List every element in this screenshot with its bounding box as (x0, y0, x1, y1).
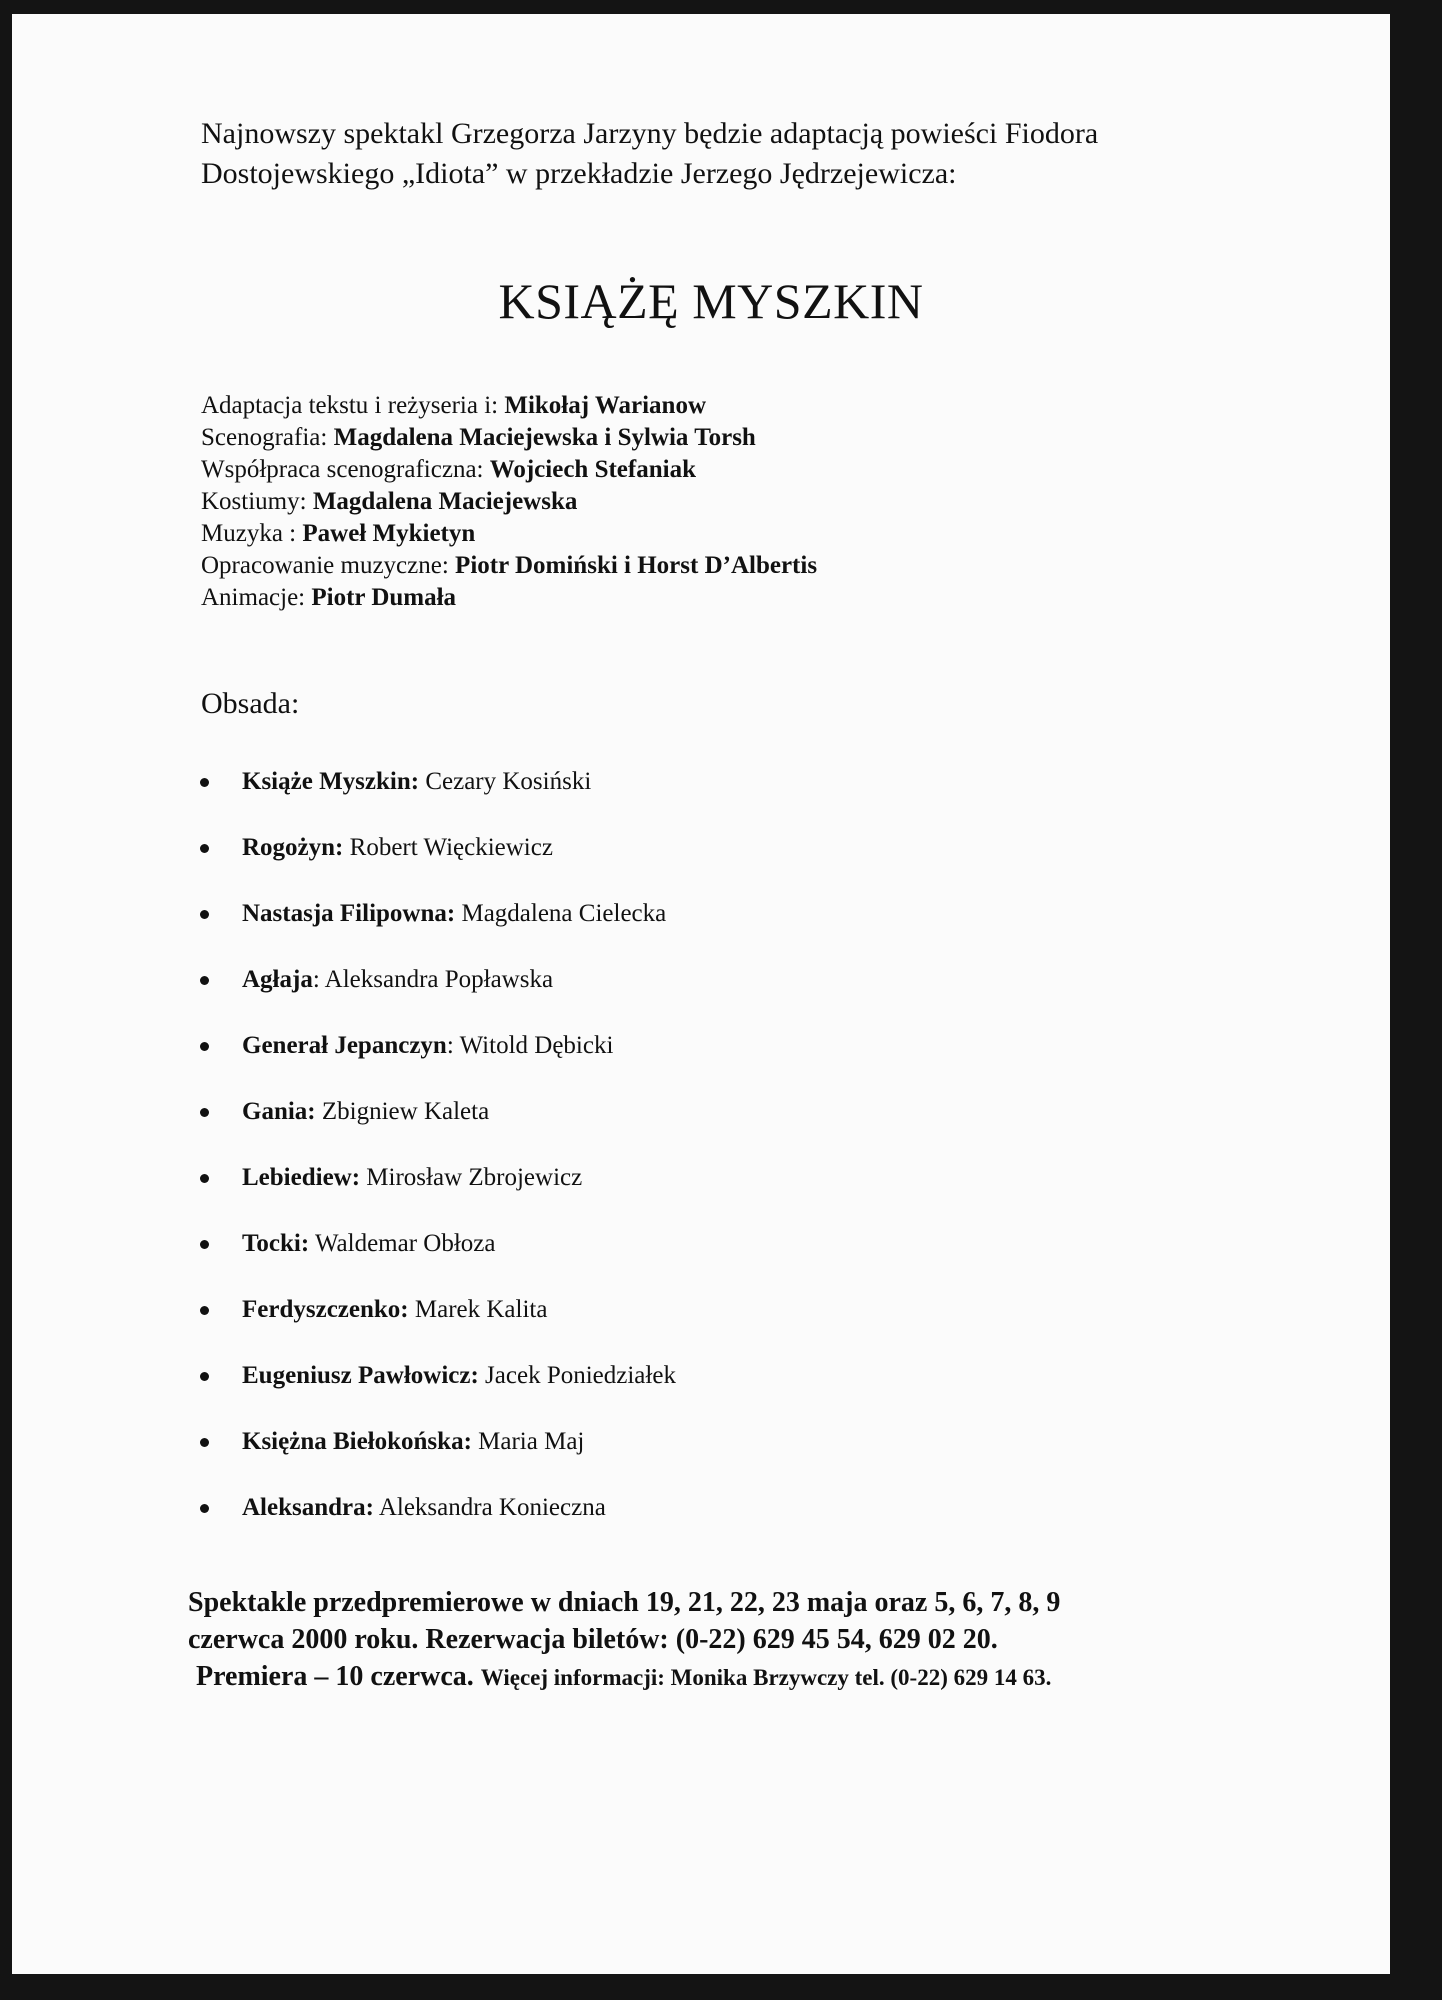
credit-name: Piotr Dumała (311, 584, 457, 611)
cast-actor: Robert Więckiewicz (343, 834, 553, 861)
credit-name: Wojciech Stefaniak (489, 456, 696, 483)
cast-item (192, 832, 1292, 898)
cast-actor: Waldemar Obłoza (309, 1230, 496, 1257)
cast-role: Lebiediew: (242, 1164, 361, 1191)
credit-name: Magdalena Maciejewska (312, 488, 578, 515)
cast-item (192, 1492, 1292, 1558)
credit-row (201, 582, 1301, 614)
credit-label: Opracowanie muzyczne: (201, 552, 456, 579)
bullet-icon (200, 1438, 209, 1447)
cast-role: Generał Jepanczyn (242, 1032, 447, 1059)
cast-actor: Zbigniew Kaleta (315, 1098, 490, 1125)
contact-info: Więcej informacji: Monika Brzywczy tel. (0-22) 629 14 63. (480, 1665, 1052, 1690)
cast-role: Nastasja Filipowna: (242, 900, 456, 927)
document-page (12, 14, 1390, 1974)
page-title: KSIĄŻĘ MYSZKIN (498, 273, 924, 329)
cast-heading: Obsada: (201, 687, 300, 720)
cast-item (192, 1426, 1292, 1492)
performance-info (188, 1584, 1338, 1696)
credit-label: Współpraca scenograficzna: (201, 456, 490, 483)
credit-label: Adaptacja tekstu i reżyseria i: (201, 392, 505, 419)
footer-line-1: Spektakle przedpremierowe w dniach 19, 21, 22, 23 maja oraz 5, 6, 7, 8, 9 (188, 1587, 1061, 1618)
cast-role: Rogożyn: (242, 834, 344, 861)
credit-row (201, 518, 1301, 550)
cast-item (192, 1030, 1292, 1096)
cast-actor: Jacek Poniedziałek (478, 1362, 676, 1389)
credit-name: Mikołaj Warianow (504, 392, 706, 419)
cast-role: Eugeniusz Pawłowicz: (242, 1362, 479, 1389)
credit-name: Magdalena Maciejewska i Sylwia Torsh (333, 424, 756, 451)
credit-name: Piotr Domiński i Horst D’Albertis (455, 552, 818, 579)
cast-actor: : Aleksandra Popławska (312, 966, 554, 993)
credit-row (201, 550, 1301, 582)
credit-label: Scenografia: (201, 424, 334, 451)
bullet-icon (200, 976, 209, 985)
credit-label: Muzyka : (201, 520, 303, 547)
bullet-icon (200, 1108, 209, 1117)
cast-role: Aleksandra: (242, 1494, 374, 1521)
credit-label: Animacje: (201, 584, 312, 611)
credit-label: Kostiumy: (201, 488, 313, 515)
cast-item (192, 1228, 1292, 1294)
cast-actor: : Witold Dębicki (446, 1032, 614, 1059)
credits-list (201, 390, 1301, 614)
cast-role: Gania: (242, 1098, 316, 1125)
bullet-icon (200, 1504, 209, 1513)
intro-line-2: Dostojewskiego „Idiota” w przekładzie Jerzego Jędrzejewicza: (201, 157, 957, 190)
bullet-icon (200, 910, 209, 919)
credit-row (201, 422, 1301, 454)
cast-item (192, 1294, 1292, 1360)
bullet-icon (200, 1042, 209, 1051)
cast-actor: Cezary Kosiński (419, 768, 592, 795)
cast-actor: Aleksandra Konieczna (373, 1494, 606, 1521)
bullet-icon (200, 1240, 209, 1249)
bullet-icon (200, 778, 209, 787)
bullet-icon (200, 844, 209, 853)
intro-paragraph (201, 114, 1301, 194)
bullet-icon (200, 1372, 209, 1381)
cast-item (192, 1360, 1292, 1426)
cast-role: Agłaja (242, 966, 313, 993)
cast-role: Księżna Biełokońska: (242, 1428, 472, 1455)
credit-name: Paweł Mykietyn (302, 520, 476, 547)
cast-item (192, 898, 1292, 964)
cast-role: Książe Myszkin: (242, 768, 420, 795)
credit-row (201, 454, 1301, 486)
cast-item (192, 766, 1292, 832)
cast-actor: Marek Kalita (408, 1296, 548, 1323)
cast-actor: Magdalena Cielecka (455, 900, 667, 927)
cast-role: Tocki: (242, 1230, 310, 1257)
cast-actor: Maria Maj (471, 1428, 585, 1455)
credit-row (201, 390, 1301, 422)
premiere-line (188, 1658, 1338, 1696)
bullet-icon (200, 1174, 209, 1183)
cast-item (192, 1162, 1292, 1228)
cast-list (192, 766, 1292, 1558)
footer-line-2: czerwca 2000 roku. Rezerwacja biletów: (0-22) 629 45 54, 629 02 20. (188, 1624, 998, 1655)
cast-item (192, 1096, 1292, 1162)
bullet-icon (200, 1306, 209, 1315)
cast-actor: Mirosław Zbrojewicz (360, 1164, 583, 1191)
credit-row (201, 486, 1301, 518)
cast-role: Ferdyszczenko: (242, 1296, 409, 1323)
premiere-date: Premiera – 10 czerwca. (196, 1661, 474, 1692)
intro-line-1: Najnowszy spektakl Grzegorza Jarzyny będzie adaptacją powieści Fiodora (201, 117, 1099, 150)
cast-item (192, 964, 1292, 1030)
